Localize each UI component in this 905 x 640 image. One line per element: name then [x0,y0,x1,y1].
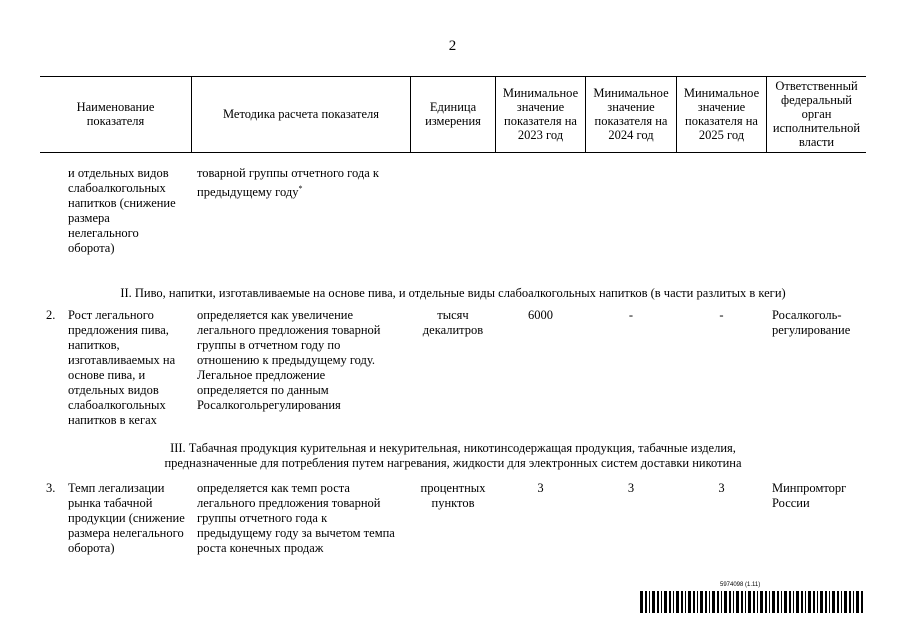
calculation-method: определяется как темп роста легального предложения товарной группы отчетного года к предыдущему году за вычетом темпа роста конечных продаж [197,481,395,555]
column-header-responsible: Ответственный федеральный орган исполнительной власти [772,79,861,149]
barcode-image [640,591,865,613]
indicator-name: Темп легализации рынка табачной продукции (снижение размера нелегального оборота) [68,481,185,555]
value-2024: 3 [627,481,635,495]
unit-of-measure: процентных пунктов [420,481,486,510]
indicator-name: Рост легального предложения пива, напитков, изготавливаемых на основе пива, и отдельных видов слабоалкогольных напитков в кегах [68,308,176,427]
continued-row-name: и отдельных видов слабоалкогольных напитков (снижение размера нелегального оборота) [68,166,176,255]
section-title: II. Пиво, напитки, изготавливаемые на основе пива, и отдельные виды слабоалкогольных напитков (в части разлитых в кеги) [120,286,786,300]
value-2025: - [719,308,724,322]
value-2024: - [628,308,634,322]
column-header-unit: Единица измерения [425,100,481,128]
responsible-agency: Минпромторг России [772,481,847,510]
responsible-agency: Росалкоголь-регулирование [772,308,851,337]
page-number: 2 [448,38,457,54]
column-header-min-2024: Минимальное значение показателя на 2024 год [593,86,669,142]
value-2023: 3 [537,481,544,495]
unit-of-measure: тысяч декалитров [422,308,484,337]
continued-row-method: товарной группы отчетного года к предыдущему году* [197,166,379,200]
column-header-min-2023: Минимальное значение показателя на 2023 год [502,86,579,142]
calculation-method: определяется как увеличение легального предложения товарной группы в отчетном году по отношению к предыдущему году. Легальное предложение определяется по данным Росалкогольрегулирования [197,308,381,412]
column-header-method: Методика расчета показателя [222,107,380,121]
header-bottom-rule [40,152,866,153]
footnote-marker: * [298,184,303,193]
column-header-min-2025: Минимальное значение показателя на 2025 год [683,86,760,142]
row-number: 2. [46,308,56,322]
row-number: 3. [46,481,56,495]
section-title: III. Табачная продукция курительная и некурительная, никотинсодержащая продукция, табачные изделия, предназначенные для потребления путем нагревания, жидкости для электронных систем доставки никотина [164,441,742,470]
value-2025: 3 [718,481,725,495]
barcode-label: 5974098 (1.11) [720,582,761,588]
column-header-name: Наименование показателя [76,100,155,128]
value-2023: 6000 [528,308,553,322]
